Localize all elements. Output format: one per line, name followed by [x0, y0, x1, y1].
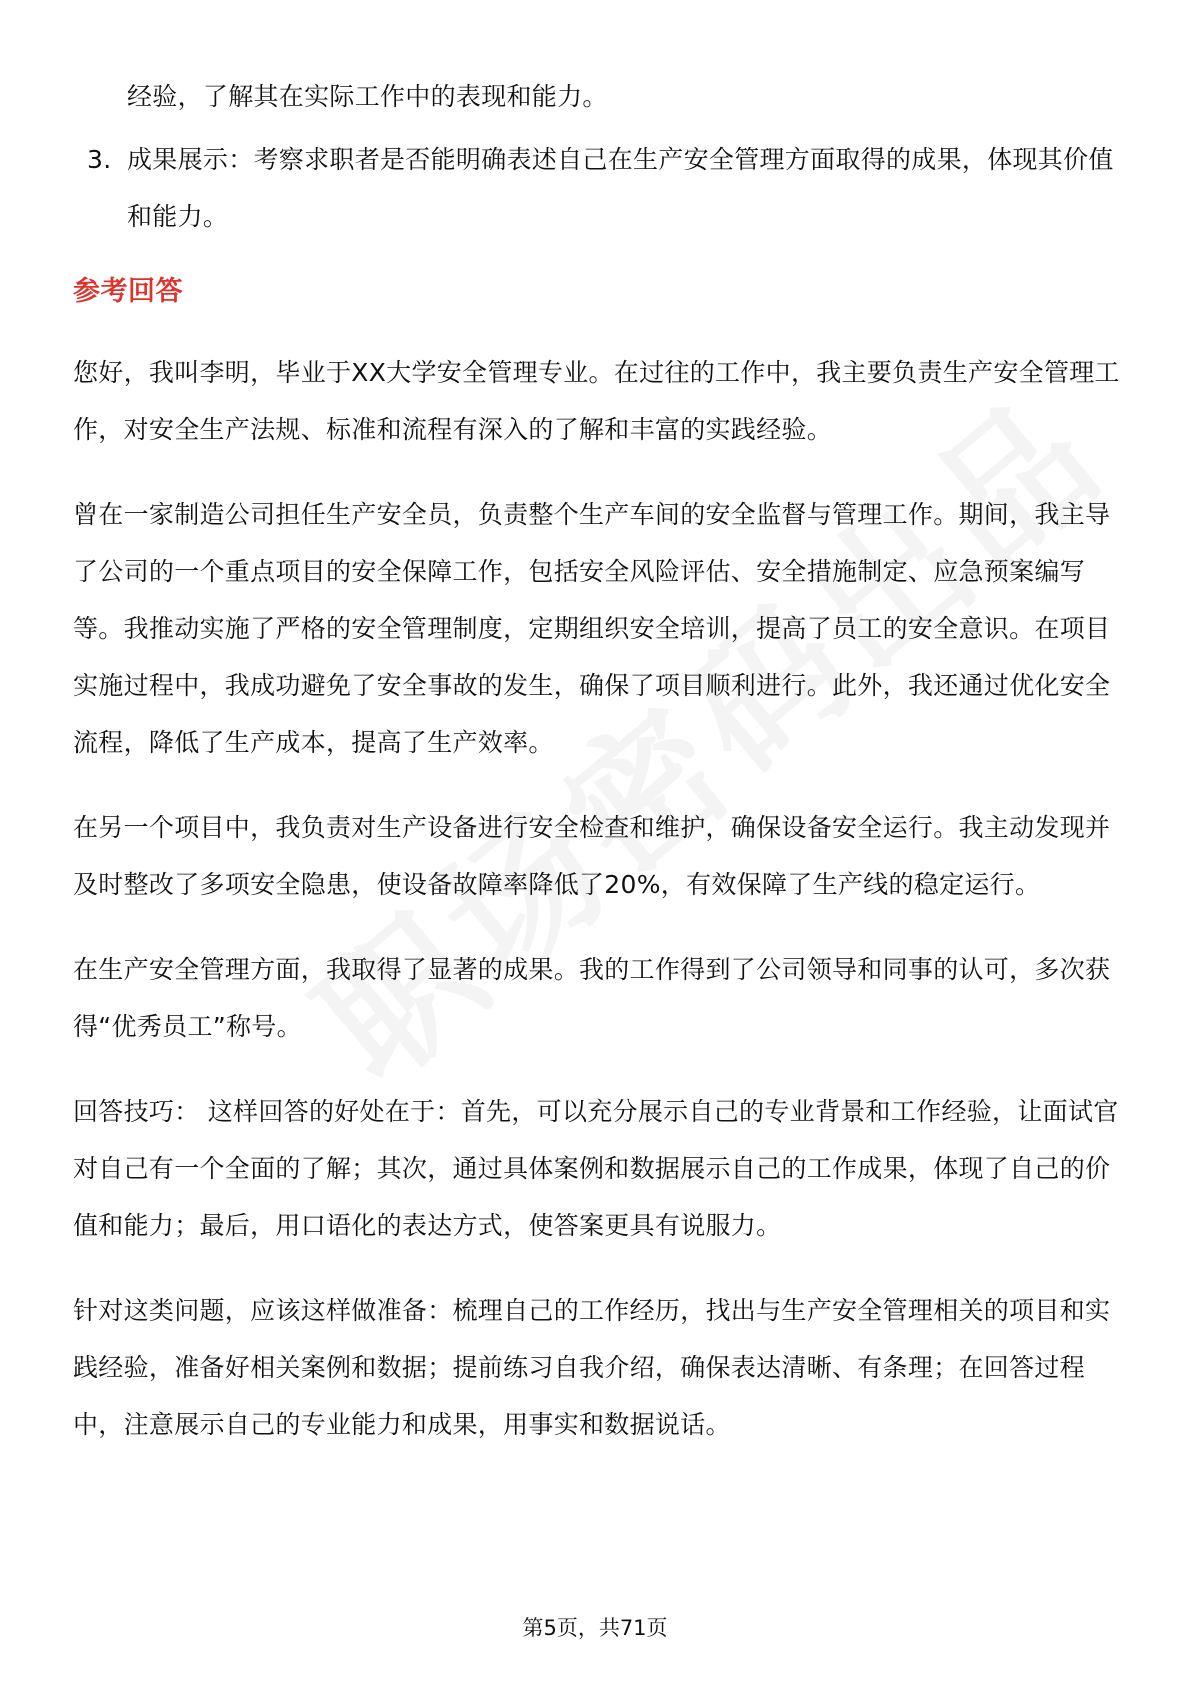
answer-paragraph-experience: 曾在一家制造公司担任生产安全员，负责整个生产车间的安全监督与管理工作。期间，我主导了公司的一个重点项目的安全保障工作，包括安全风险评估、安全措施制定、应急预案编写等。我推动实施了严格的安全管理制度，定期组织安全培训，提高了员工的安全意识。在项目实施过程中，我成功避免了安全事故的发生，确保了项目顺利进行。此外，我还通过优化安全流程，降低了生产成本，提高了生产效率。 [73, 500, 1111, 757]
continuation-line: 经验，了解其在实际工作中的表现和能力。 [127, 82, 608, 111]
list-item [73, 131, 1123, 245]
answer-paragraph-achievement: 在生产安全管理方面，我取得了显著的成果。我的工作得到了公司领导和同事的认可，多次获得“优秀员工”称号。 [73, 955, 1111, 1041]
list-item-number: 3. [87, 145, 112, 174]
answer-tips-paragraph: 回答技巧： 这样回答的好处在于：首先，可以充分展示自己的专业背景和工作经验，让面试官对自己有一个全面的了解；其次，通过具体案例和数据展示自己的工作成果，体现了自己的价值和能力；最后，用口语化的表达方式，使答案更具有说服力。 [73, 1097, 1119, 1240]
answer-paragraph-intro: 您好，我叫李明，毕业于XX大学安全管理专业。在过往的工作中，我主要负责生产安全管理工作，对安全生产法规、标准和流程有深入的了解和丰富的实践经验。 [73, 358, 1120, 444]
section-heading: 参考回答 [73, 276, 183, 307]
answer-paragraph-project: 在另一个项目中，我负责对生产设备进行安全检查和维护，确保设备安全运行。我主动发现并及时整改了多项安全隐患，使设备故障率降低了20%，有效保障了生产线的稳定运行。 [73, 813, 1111, 899]
preparation-paragraph: 针对这类问题，应该这样做准备：梳理自己的工作经历，找出与生产安全管理相关的项目和实践经验，准备好相关案例和数据；提前练习自我介绍，确保表达清晰、有条理；在回答过程中，注意展示自己的专业能力和成果，用事实和数据说话。 [73, 1296, 1111, 1439]
list-item-text: 成果展示：考察求职者是否能明确表述自己在生产安全管理方面取得的成果，体现其价值和能力。 [127, 145, 1114, 231]
page-content [73, 68, 1123, 1481]
page-number-footer: 第5页，共71页 [522, 1616, 668, 1640]
